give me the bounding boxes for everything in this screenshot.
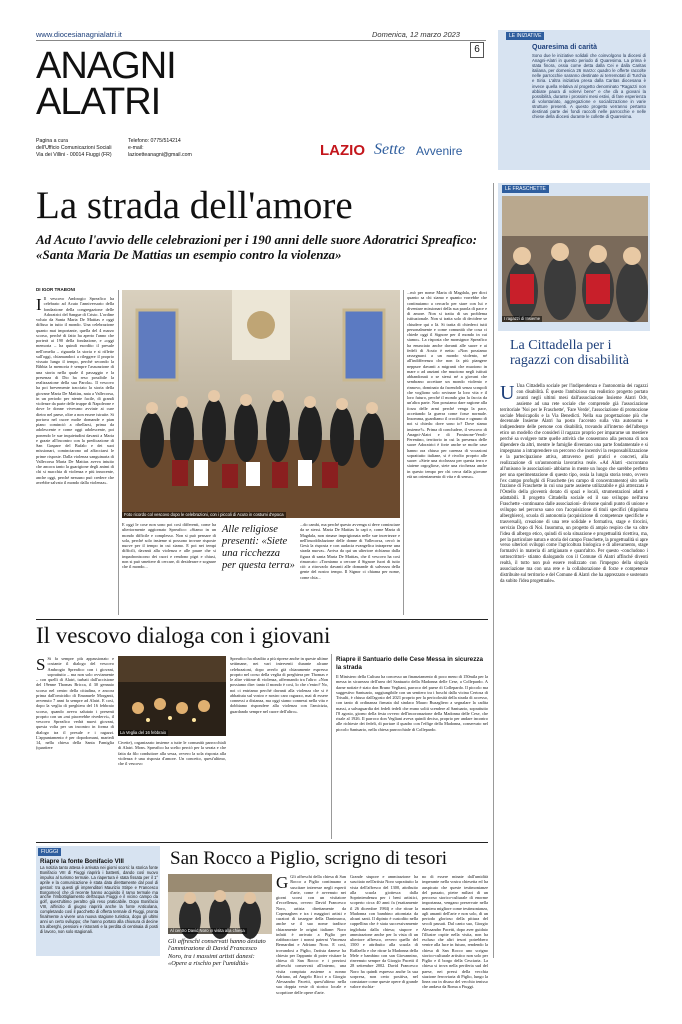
main-photo — [122, 290, 400, 518]
main-photo-caption: Foto ricordo col vescovo dopo le celebrazioni, con i piccoli di Acuto in costumi d'epoca — [124, 512, 284, 517]
piglio-pull-quote: Gli affreschi conservati hanno destato l'ammirazione di David Francesco Noro, tra i massimi artisti danesi: «Opere a rischio per l'umidità» — [168, 938, 266, 968]
logo-avvenire: Avvenire — [416, 144, 463, 158]
main-article-col4: ...mò per nome Maria di Magdala, per dirci quanto sa chi siamo e quanto vorrebbe che continuiamo a cercarlo per stare con lui e diventare missionari della sua parola di pace e di amore. Non si tratta di un problema istituzionale. Non si tratta solo di decidere se chiudere qui o là. Si tratta di chiederci tutti personalmente e come comunità che cosa ci chiede oggi il Signore per il mondo in cui siamo». La risposta che monsignor Spreafico ha enunciato anche davanti alle suore e ai fedeli di Acuto è netta: «Non possiamo rassegnarci a un mondo violento, né all'indifferenza che non fa più piangere neppure davanti a migranti che muoiono in mare o ad anziani che muoiono negli istituti abbandonati o se stessi né a giovani che sembrano accettare un mondo violento e rinnovo, dominato da facendoli senza scrupoli che vogliono solo rovinare la loro vita e il loro futuro, perché il mondo gira la faccia da un'altra parte. Non possiamo dare ragione alla forza delle armi perché venga la pace, accettando la guerra come fosse normale. Insomma, guardiamo il crocifisso e ognuno di noi si chieda: dove sono io? Dove siamo insieme?». Prima di concludere, il vescovo di Anagni-Alatri e di Frosinone-Veroli-Ferentino, territorio in cui la presenza delle suore Adoratrici è forte anche se molte case hanno ora chiuso per carenza di vocazioni soprattutto italiane, si è rivolto proprio alle suore: «Siete una ricchezza per questa terra e siatene orgogliose, siete una ricchezza anche in questo tempo per chi cerca dalla giovane età un orientamento di vita e di senso». — [407, 290, 487, 479]
dropcap: I — [36, 295, 42, 314]
church-group-photo — [122, 290, 400, 518]
vigil-photo — [118, 656, 226, 736]
office-line: dell'Ufficio Comunicazioni Sociali — [36, 145, 112, 151]
office-line: Via dei Villini - 00014 Fiuggi (FR) — [36, 152, 112, 158]
lazio-sette-logo — [320, 138, 490, 164]
fraschette-tag: LE FRASCHETTE — [502, 185, 549, 193]
iniziative-tag: LE INIZIATIVE — [506, 32, 544, 40]
piglio-photo-caption: Al centro David Noro in visita alla chiesa — [170, 928, 245, 933]
fraschette-body — [500, 384, 648, 954]
fraschette-photo — [502, 196, 648, 322]
issue-date: Domenica, 12 marzo 2023 — [372, 30, 460, 39]
dropcap: U — [500, 382, 515, 404]
visit-photo — [168, 874, 272, 934]
main-article-col3: ...do cambi, ma perché questo avvenga si deve cominciare da se stessi. Maria De Mattias lo capì e, come Maria di Magdala, non rimase imprigionata nelle sue incertezze e nell'insoddisfazione delle donne di Vallecorsa, cercò in Gesù la risposta e con audacia evangelica intraprese una strada nuova». Arriva da qui un ulteriore richiamo dalla figura di santa Maria De Mattias, che il vescovo ha così rimarcato: «Torniamo a cercare il Signore fuori di tutto ciò: a ritrovarlo davanti alle domande di salvezza della gente del nostro tempo. Il Signor ci chiama per nome, come chia... — [300, 522, 400, 580]
piglio-col1 — [276, 873, 346, 995]
iniziative-body: Sono due le iniziative solidali che coinvolgono la diocesi di Anagni-Alatri in questo periodo di Quaresima. La prima è stata finora, ossia come detta dalla Cei e dalla Caritas italiana, per domenica 26 marzo: quadro le offerte raccolte nelle parrocchie saranno destinate ai terremotati di Turchia e Siria. L'altra iniziativa presa dalla Caritas diocesana è invece quella relativa al progetto denominato "Ragazzi non abbiate paura di volervi bene" e che dà a giovani la possibilità, durante i prossimi mesi estivi, di fare esperienza di volontariato, aggregazione e socializzazione in varie strutture presenti. A questo progetto verranno pertanto destinati parte dei fondi raccolti nelle parrocchie e nelle chiese della diocesi durante le collette di Quaresima. — [532, 53, 646, 120]
giovani-photo — [118, 656, 226, 736]
main-article-text: Il vescovo Ambrogio Spreafico ha celebrato ad Acuto l'anniversario della fondazione della congregazione delle Adoratrici del Sangue di Cristo. L'ordine voluto da Santa Maria De Mattias e oggi diffuso in tutto il mondo. Una celebrazione quanto mai importante, quella del 4 marzo scorso, perché di fatto ha aperto l'anno che porterà ai 190 della fondazione, e «oggi memoria – ha quindi esordito il presule nell'omelia – riguarda la storia e si riflette sull'oggi, chiamandoci a rileggere il proprio vissuto lungo il tempo, perché secondo la Bibbia la memoria è sempre l'assunzione di una storia nella quale il passaggio e la presenza di Dio ha reso possibile la realizzazione della sua Parola». Il vescovo ha poi brevemente tracciato la storia della giovane Maria De Mattias, nata a Vallecorsa, in un periodo per niente facile, di grandi violenze da parte delle truppe di Napoleone e dove le donne vivevano avviate ai cure dietro nel paese, oltre a non essere istruite. Si portava nel cuore molte domande e pian piano cominciò a ribellarsi, prima da adolescente e come oggi adolescente, poi ponendo le sue inquietudini davanti a Maria e grazie all'incontro con la predicazione di San Gaspare del Bufalo e dei suoi missionari, cominciarono ad affacciarsi le prime risposte. Dalla violenza sanguinaria di Vallecorsa Maria De Mattias aveva intuito che ancora tanto la guarigione degli animi di chi si macchia di violenza e più innocente, anche oggi, perché nessuno può credere che avrebbe salvato il mondo dalla violenza». — [36, 296, 114, 485]
piglio-headline: San Rocco a Piglio, scrigno di tesori — [170, 848, 448, 869]
piglio-photo — [168, 874, 272, 934]
piglio-col3: no di essere minate dall'umidità imperante nella vostra chiesetta ed ha auspicato che queste testimonianze del passato, pietre miliari di un percorso storico-culturale di enorme importanza, vengano preservate nella maniera migliore come testimonianza, agli amanti dell'arte e non solo, di un periodo glorioso della pittura del secoli passati. Dal canto suo, Giorgio Alessandro Pacetti, dopo aver guidato l'illustre ospite nella visita, non ha escluso che altri tesori potrebbero venire alla luce in futuro, rendendo la chiesa di San Rocco uno scrigno storico-culturale artistico non solo per Piglio e il borgo della Cesciaria. La chiesa si trova nella periferia sud del paese, nei pressi della vecchia stazione ferroviaria di Piglio, lungo la linea ora in disuso del vecchio tenisso che andava da Roma a Fiuggi. — [422, 874, 488, 990]
main-headline: La strada dell'amore — [36, 184, 353, 227]
logo-lazio: LAZIO — [320, 142, 365, 159]
contact-info — [128, 138, 192, 159]
giovani-col3: Spreafico ha ribadito a più riprese anche in queste ultime settimane, nei vari interventi durante alcune celebrazioni, dopo averlo già chiaramente espresso proprio nel corso della veglia di preghiera per Thomas e le altre vittime di violenza, affermando tra l'altro: «Non possiamo dire: tanto il mondo è così, lo che c'entro? No, noi ci entriamo perché davanti alla violenza che si è abbattuta sul vostro e nostro caro ragazzo, mai di essere connessi a distanza, ma oggi siamo connessi nella vita e dobbiamo rispondere alla violenza con l'amicizia, guardando sempre nel cuore dell'altro». — [230, 656, 328, 714]
fiuggi-title: Riapre la fonte Bonifacio VIII — [40, 858, 124, 865]
giovani-col1 — [36, 656, 114, 838]
masthead-title-alatri: ALATRI — [36, 81, 161, 123]
byline: DI IGOR TRABONI — [36, 287, 75, 292]
fiuggi-tag: FIUGGI — [38, 848, 61, 856]
piglio-col2: Grande stupore e ammirazione ha suscitato nell'artista Noro soprattutto la vista dell'affresco del 1300, attribuito alla scuola giottesca dalla Soprintendenza per i beni artistici, scoperto circa 40 anni fa (esattamente il 26 dicembre 1984) e che ritrae la Madonna con bambino attorniata da alcuni santi. Il dipinto è custodito nella cappellina che è stata successivamente inglobata dalla chiesa; stupore e ammirazione anche per la vista di un ulteriore affresco, ovvero quello del 1500 e attribuito alla scuola di Raffaello e che ritrae la Madonna della Mele e bambino con san Giovannino, rinvenuto sempre da Giorgio Pacetti il 28 settembre 2002. David Francesco Noro ha quindi espresso anche la sua sorpresa, non certo positiva, nel constatare come queste opere di grande valore rischia- — [350, 874, 418, 990]
cese-body: Il Ministero della Cultura ha concesso un finanziamento di poco meno di 150mila per la messa in sicurezza dell'area del Santuario della Madonna delle Cese, a Collepardo. A darne notizie è stato don Bruno Vegliani, parroco del paese di Collepardo. Il piccolo ma suggestivo Santuario, raggiungibile con un sentiero tra i boschi dalla vicina Certosa di Trisulti, è chiuso dall'agosto del 2021 proprio per la pericolosità della strada di accesso, con tanto di ordinanza firmata dal sindaco Mauro Buzagliero a segnalare la cadita massi, a salvaguardia dei fedeli tedeli che erano soliti scendere al Santuario, soprattutto l'8 agosto, giorno della festa ovvero dell'incoronazione della Madonna delle Cese, che risale al 1926. Il parroco don Vegliani aveva quindi deciso, proprio per andare incontro alle richieste dei fedeli, di portare il quadro con l'effige della Madonna, conservato nel piccolo Santuario, nella chiesa parrocchiale di Collepardo. — [336, 674, 488, 732]
piglio-text: Gli affreschi della chiesa di San Rocco a Piglio continuano a suscitare interesse negli esperti d'arte, come è avvenuto nei giorni scorsi con un visitatore d'eccellenza, ovvero David Francesco Noro, artista direttamente da Copenaghen e tra i maggiori artisti e curatori di tassegne della Danimarca, anche se il suo nome tradisce chiaramente le origini italiane: Noro infatti è arrivato a Piglio per riabbracciare i nonni paterni Vincenza Bernardini e Adriano Noro. E così, trovandosi a Piglio, l'artista danese ha chiesto per l'appunto di poter visitare la chiesa di San Rocco e i preziosi affreschi conservati all'interno, una visita compiuta assieme a nonno Adriano, ad Angelo Ricci e a Giorgio Alessandro Pacetti, quest'ultimo nella sua doppia veste di storico locale e scopritore delle opere d'arte. — [276, 874, 346, 995]
fraschette-photo-caption: I ragazzi di Insieme — [504, 316, 541, 321]
pull-quote: Alle religiose presenti: «Siete una ricchezza per questa terra» — [222, 524, 295, 571]
contact-line[interactable]: lazioetteanagni@gmail.com — [128, 152, 192, 158]
office-line: Pagina a cura — [36, 138, 69, 144]
fraschette-text: Una Cittadella sociale per l'indipendenza e l'autonomia dei ragazzi con disabilità. È questo l'ambizioso ma realistico progetto portato avanti negli ultimi mesi dall'associazione Insieme Alatri Odv, assieme ad una rete sociale che comprende già l'associazione territoriale 'Noi per le Fraschette', 'Fare Verde', l'associazione di promozione sociale Musicapolis e la Via Benedicti. Nella sua progettazione più che decennale Insieme Alatri ha posto l'accento sulla vita autonoma e indipendente delle persone con disabilità, trovando all'interno dell'albergo etico un modello che consideri il ragazzo proprio per impararne un mestiere perché sa svolgere tutte quelle attività che consentono alla persona di non dipendere da altri, mentre le famiglie diventano una parte fondamentale e si impegnano a intraprendere un percorso che incentivi la responsabilizzazione e la partecipazione attiva, attraverso gesti pratici e concreti, alla realizzazione di un'autonomia lavorativa reale. «Ad Alatri -raccontano all'unisono le associazioni- abbiamo in mente un luogo che sarebbe perfetto per una sperimentazione di questo tipo, ossia la lungia storia tento, ovvero l'ex campo profughi di Fraschette (ex campo di concentramento) sito nella frazione di Fraschette in cui una parte assieme utilizzabile e già attrezzata è l'Ostello della gioventù dotato di spazi e locali, strumentazioni adatti e adattabili. Il progetto Cittadella sociale ed il suo sviluppo nell'area Fraschette -continuano dalle associazioni- divisone quindi punto di unione e sviluppo nel percorso sano con l'acquisizione di tituli specifici (dipploma alberghiero), scuola di autonomia (acquisizione di competenze specifiche e trasversali), creazione di una rete solidale e formativa, stage e tirocini, servizio Dopo di Noi. Insomma, un progetto di ampio respiro che va oltre l'idea di albergo etico, quindi di sola situazione e progettualità ricettiva, ma, per la particolare natura e storia del campo Fraschette, la progettualità si apre verso ulteriori sviluppi come l'agricoltura biologica e di allevamento, stage formativi in materia di artigianato e quant'altro. Per questo -concludono i sottoscrittori- stiamo dialogando con il Comune di Alatri affinché diventi realtà, il tutto non può essere realizzato con l'impegno della singola associazione ma con una rete e la collaborazione di forze e competenze distribuite sul territorio e del Comune di Alatri che ha apprezzato e sostenuto da subito l'idea progettuale». — [500, 384, 648, 584]
main-article-col2: E oggi le cose non sono poi così differenti, come ha ulteriormente aggiornato Spreafico: «Siamo in un mondo difficile e complesso. Non si può pensare di sola, perché solo insieme si possono trovare risposte nuove per il tempo in cui siamo. E poi nei tempi difficili, davanti alla violenza e alle paure che si impadroniscono dei cuori e rendono pigri e chiusi, non si può smettere di cercare, di desiderare e sognare che il mondo... — [122, 522, 216, 569]
masthead-title-anagni: ANAGNI — [36, 45, 176, 87]
fiuggi-body: La notizia tanto attesa è arrivata nei giorni scorsi: la storica fonte Bonifacio VIII di Fiuggi riaprirà i battenti, dando così nuovo impulso al turismo termale. La riapertura è stata fissata per il 1° aprile e la comunicazione è stata data direttamente dal pool di gestori: tra questi gli imprenditori Maurizio Stirpe e Francesco Borgomeo) che di recente hanno acquisito il ramo termale ma anche l'imbottigliamento dell'acqua Fiuggi e il vicino campo da golf, quest'ultimo peraltro già reso praticabile. Dopo Bonifacio VIII, all'inizio di giugno riaprirà anche la fonte Anticolana, completando così il pacchetto di offerta termale di Fiuggi, pronta finalmente a vivere una nuova stagione turistica, dopo gli ultimi anni un certo sviluppo; che hanno portato alla chiusura di decine tra alberghi, pensioni e ristoranti e la perdita di centinaia di posti di lavoro, non solo stagionali. — [40, 865, 158, 934]
fraschette-title: La Cittadella per i ragazzi con disabilità — [510, 338, 629, 368]
main-article-col1 — [36, 296, 114, 614]
office-info — [36, 138, 112, 159]
iniziative-title: Quaresima di carità — [532, 44, 597, 51]
giovani-headline: Il vescovo dialoga con i giovani — [36, 623, 331, 648]
giovani-text: Si fa sempre più appassionato e costante il dialogo del vescovo Ambrogio Spreafico con i giovani, soprattutto – ma non solo ovviamente – con quelli di Alatri, turbati dall'uccisione del 19enne Thomas Bricca, il 30 gennaio scorso nel centro della cittadina, e ancora prima dall'omicidio di Emanuele Morganti, avvenuto 7 anni fa sempre ad Alatri. E così, dopo la veglia di preghiera del 16 febbraio scorso, quando aveva salutato i presenti proprio con un «mi piacerebbe rivedervi», il vescovo Spreafico vedrà nuovi giovani, questa volta per un incontro in forma di dialogo tra il presule e i ragazzi. L'appuntamento è per dopodomani, martedì 14, nella chiesa della Santa Famiglia (quartiere — [36, 656, 114, 751]
dropcap: G — [276, 873, 289, 892]
main-subheadline: Ad Acuto l'avvio delle celebrazioni per i 190 anni delle suore Adoratrici Spreafico: «Santa Maria De Mattias un esempio contro la violenza» — [36, 232, 478, 262]
dropcap: S — [36, 655, 46, 674]
page-number: 6 — [470, 42, 484, 58]
logo-sette: Sette — [374, 141, 406, 158]
giovani-photo-caption: La Veglia del 16 febbraio — [120, 730, 167, 735]
website-url[interactable]: www.diocesianagnialatri.it — [36, 30, 122, 39]
contact-line: Telefono: 0775/514214 — [128, 138, 181, 144]
contact-line: e-mail: — [128, 145, 144, 151]
young-people-photo — [502, 196, 648, 322]
giovani-col2: Civette), organizzato insieme a tutte le comunità parrocchiali di Alatri. Mons. Spreafico ha scelto perciò per la serata e che fatta da filo conduttore alla sessa, ovvero la sola risposta alla violenza è una risposta d'amore. Un concetto, quest'ultimo, che il vescovo — [118, 740, 226, 766]
cese-headline: Riapre il Santuario delle Cese Messa in sicurezza la strada — [336, 656, 483, 671]
